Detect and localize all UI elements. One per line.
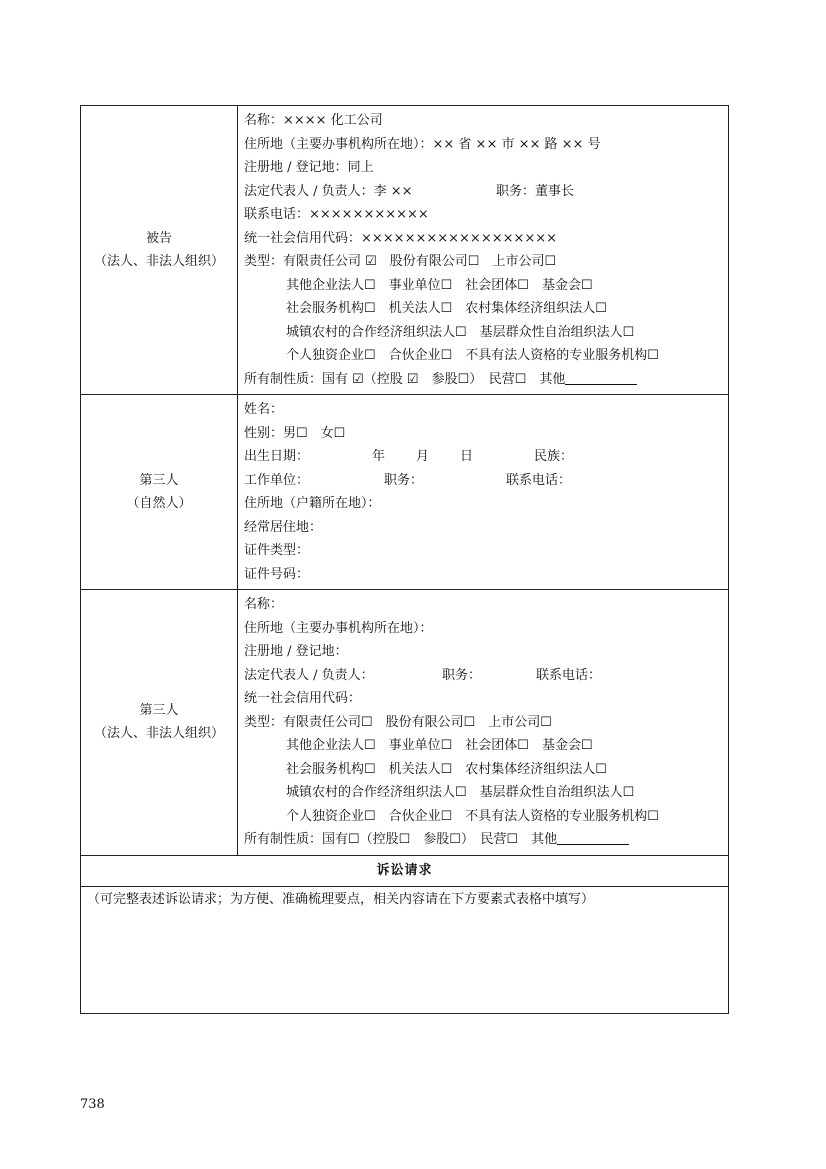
person-id-number: 证件号码： <box>244 566 310 582</box>
defendant-type-line-1: 类型：有限责任公司 ☑ 股份有限公司☐ 上市公司☐ <box>244 254 557 269</box>
third-party-org-label-cell <box>81 590 238 856</box>
defendant-other-blank <box>565 369 637 385</box>
defendant-label: 被告 <box>145 231 172 246</box>
person-name: 姓名： <box>244 402 284 417</box>
complaint-form-table <box>80 105 729 1014</box>
org-address: 住所地（主要办事机构所在地）： <box>244 620 433 636</box>
person-residence: 经常居住地： <box>244 519 323 535</box>
third-party-org-content <box>238 590 729 856</box>
third-party-person-label-sub: （自然人） <box>126 496 192 511</box>
third-party-org-label: 第三人 <box>139 703 179 719</box>
claims-note: （可完整表述诉讼请求；为方便、准确梳理要点，相关内容请在下方要素式表格中填写） <box>87 891 595 907</box>
claims-note-row <box>81 886 729 1013</box>
defendant-type-line-2: 其他企业法人☐ 事业单位☐ 社会团体☐ 基金会☐ <box>286 277 593 293</box>
org-type-line-5: 个人独资企业☐ 合伙企业☐ 不具有法人资格的专业服务机构☐ <box>286 808 659 824</box>
person-birth-line <box>244 445 728 469</box>
org-phone: 联系电话： <box>536 667 602 683</box>
defendant-row <box>81 106 729 395</box>
org-credit-code: 统一社会信用代码： <box>244 691 362 706</box>
third-party-person-label: 第三人 <box>139 473 179 488</box>
org-representative-line <box>244 664 728 688</box>
org-type-line-1: 类型：有限责任公司☐ 股份有限公司☐ 上市公司☐ <box>244 714 552 730</box>
defendant-type-line-4: 城镇农村的合作经济组织法人☐ 基层群众性自治组织法人☐ <box>286 324 635 340</box>
person-position: 职务： <box>384 472 424 488</box>
defendant-credit-code: 统一社会信用代码：×××××××××××××××××× <box>244 230 558 246</box>
org-ownership-line <box>244 828 728 852</box>
org-representative: 法定代表人 / 负责人： <box>244 667 374 683</box>
defendant-type-line-3: 社会服务机构☐ 机关法人☐ 农村集体经济组织法人☐ <box>286 301 607 316</box>
defendant-label-sub: （法人、非法人组织） <box>93 254 224 269</box>
org-type-line-4: 城镇农村的合作经济组织法人☐ 基层群众性自治组织法人☐ <box>286 785 635 800</box>
org-ownership: 所有制性质：国有☐（控股☐ 参股☐） 民营☐ 其他 <box>244 832 558 847</box>
third-party-person-label-cell <box>81 395 238 590</box>
org-type-line-2: 其他企业法人☐ 事业单位☐ 社会团体☐ 基金会☐ <box>286 738 593 753</box>
person-gender: 性别：男☐ 女☐ <box>244 425 346 441</box>
person-phone: 联系电话： <box>506 472 572 488</box>
page-number: 738 <box>80 1097 105 1112</box>
defendant-type-line-5: 个人独资企业☐ 合伙企业☐ 不具有法人资格的专业服务机构☐ <box>286 348 659 363</box>
claims-title: 诉讼请求 <box>81 855 729 886</box>
person-household: 住所地（户籍所在地）： <box>244 496 381 511</box>
person-birth-year: 年 <box>372 449 386 464</box>
person-id-type: 证件类型： <box>244 543 310 558</box>
person-work-line <box>244 469 728 493</box>
defendant-content <box>238 106 729 395</box>
defendant-position: 职务：董事长 <box>496 183 575 199</box>
person-work-unit: 工作单位： <box>244 472 310 488</box>
defendant-address: 住所地（主要办事机构所在地）：×× 省 ×× 市 ×× 路 ×× 号 <box>244 136 601 152</box>
third-party-person-row <box>81 395 729 590</box>
org-type-line-3: 社会服务机构☐ 机关法人☐ 农村集体经济组织法人☐ <box>286 761 607 777</box>
third-party-person-content <box>238 395 729 590</box>
defendant-label-cell <box>81 106 238 395</box>
third-party-org-label-sub: （法人、非法人组织） <box>93 726 224 742</box>
person-birth-day: 日 <box>460 449 474 464</box>
org-name: 名称： <box>244 597 284 612</box>
claims-title-row <box>81 855 729 886</box>
defendant-registration: 注册地 / 登记地：同上 <box>244 160 374 175</box>
third-party-org-row <box>81 590 729 856</box>
defendant-ownership: 所有制性质：国有 ☑（控股 ☑ 参股☐） 民营☐ 其他 <box>244 371 566 387</box>
claims-note-cell[interactable] <box>81 886 729 1013</box>
defendant-representative-line <box>244 180 728 204</box>
org-position: 职务： <box>442 667 482 683</box>
person-birth-month: 月 <box>416 449 430 464</box>
org-registration: 注册地 / 登记地： <box>244 644 348 659</box>
person-ethnicity: 民族： <box>534 449 574 464</box>
org-other-blank <box>557 829 629 845</box>
person-birth-label: 出生日期： <box>244 449 310 464</box>
defendant-representative: 法定代表人 / 负责人：李 ×× <box>244 183 413 199</box>
defendant-phone: 联系电话：××××××××××× <box>244 207 429 222</box>
defendant-ownership-line <box>244 368 728 392</box>
defendant-name: 名称：×××× 化工公司 <box>244 113 383 128</box>
